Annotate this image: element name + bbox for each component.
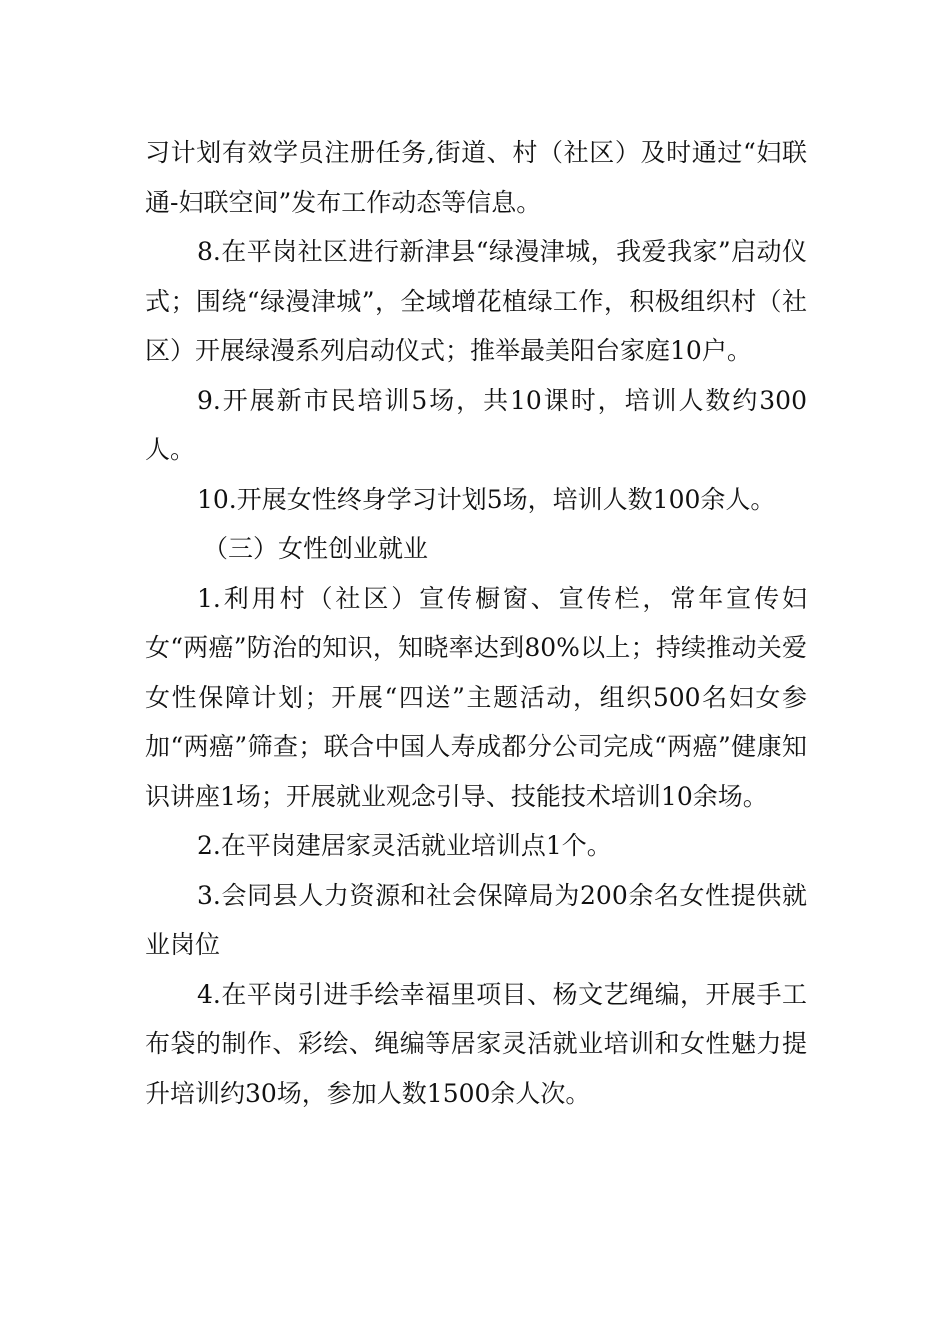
document-body bbox=[145, 128, 807, 1118]
paragraph-item-9: 9.开展新市民培训5场，共10课时，培训人数约300人。 bbox=[145, 385, 807, 464]
paragraph-item-2: 2.在平岗建居家灵活就业培训点1个。 bbox=[197, 831, 612, 860]
section-heading-three: （三）女性创业就业 bbox=[203, 534, 429, 563]
paragraph-continuation: 习计划有效学员注册任务,街道、村（社区）及时通过“妇联通-妇联空间”发布工作动态等信息。 bbox=[145, 138, 807, 217]
paragraph-item-10: 10.开展女性终身学习计划5场，培训人数100余人。 bbox=[197, 484, 776, 514]
paragraph-item-3: 3.会同县人力资源和社会保障局为200余名女性提供就业岗位 bbox=[145, 880, 807, 959]
paragraph-item-4: 4.在平岗引进手绘幸福里项目、杨文艺绳编，开展手工布袋的制作、彩绘、绳编等居家灵活就业培训和女性魅力提升培训约30场，参加人数1500余人次。 bbox=[145, 979, 807, 1108]
paragraph-item-8: 8.在平岗社区进行新津县“绿漫津城，我爱我家”启动仪式；围绕“绿漫津城”，全域增花植绿工作，积极组织村（社区）开展绿漫系列启动仪式；推举最美阳台家庭10户。 bbox=[145, 237, 807, 365]
paragraph-item-1: 1.利用村（社区）宣传橱窗、宣传栏，常年宣传妇女“两癌”防治的知识，知晓率达到80%以上；持续推动关爱女性保障计划；开展“四送”主题活动，组织500名妇女参加“两癌”筛查；联合中国人寿成都分公司完成“两癌”健康知识讲座1场；开展就业观念引导、技能技术培训10余场。 bbox=[145, 583, 807, 811]
